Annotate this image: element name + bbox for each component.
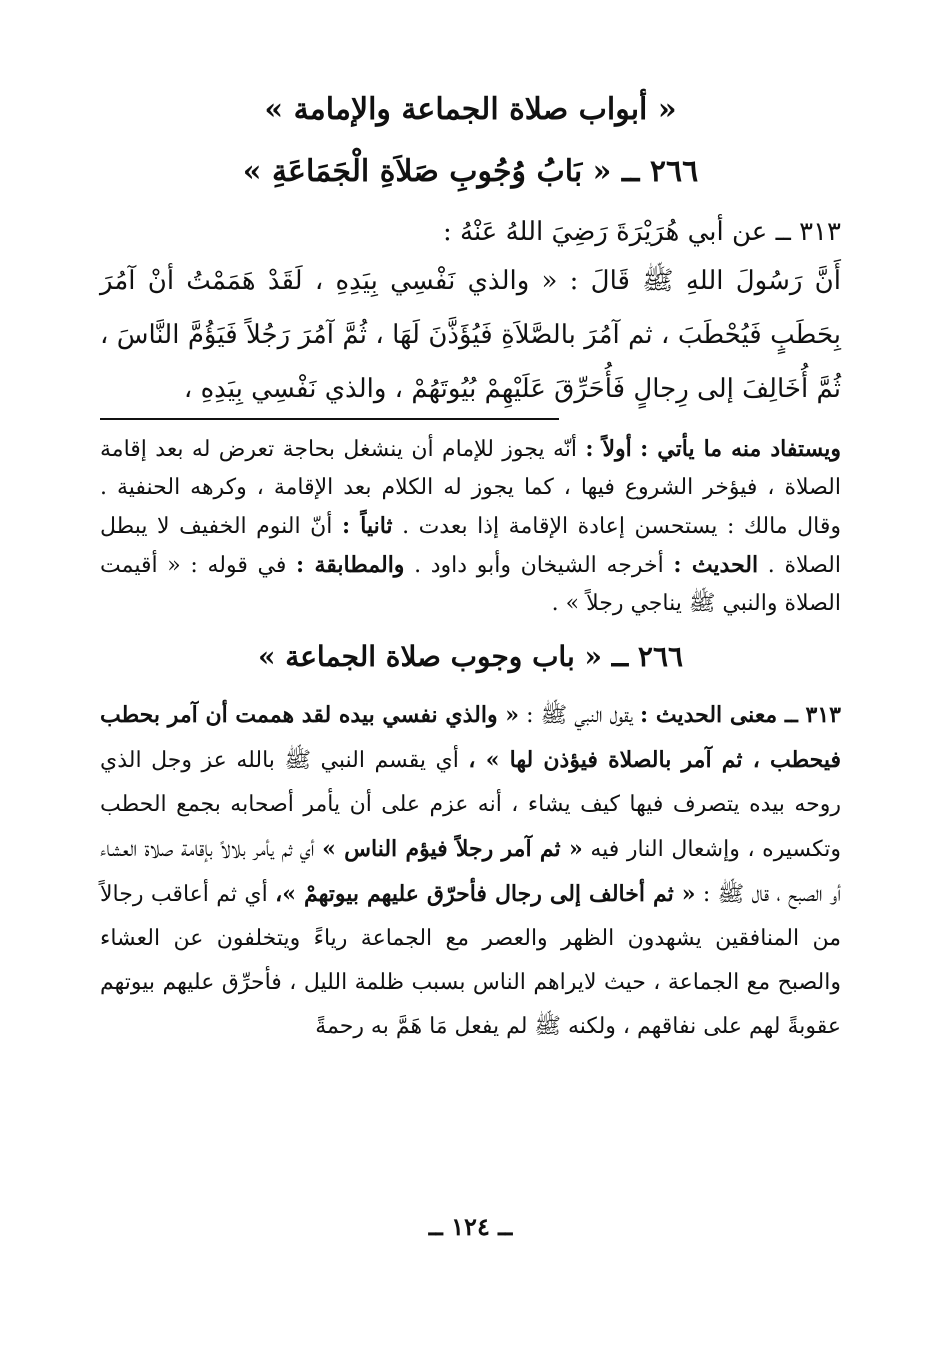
chapter-title: ٢٦٦ ــ « بَابُ وُجُوبِ صَلاَةِ الْجَمَاعَةِ »: [242, 154, 699, 189]
meaning-text-2: أي يقسم النبي ﷺ بالله عز وجل الذي روحه بيده يتصرف فيها كيف يشاء ، أنه عزم على أن يأمر أصحابه بجمع الحطب وتكسيره ، وإشعال النار فيه: [100, 748, 842, 862]
match-label: والمطابقة :: [296, 552, 405, 578]
benefits-paragraph: [100, 430, 841, 623]
separator-line: [100, 418, 559, 420]
meaning-quote-2: « ثم آمر رجلاً فيؤم الناس »: [322, 836, 583, 862]
match-text: في قوله : « أقيمت الصلاة والنبي ﷺ يناجي رجلاً » .: [100, 553, 841, 616]
section-title: « أبواب صلاة الجماعة والإمامة »: [264, 92, 677, 127]
meaning-paragraph: [100, 693, 841, 1049]
chapter-title-2: ٢٦٦ ــ « باب وجوب صلاة الجماعة »: [257, 640, 684, 673]
first-text: أنّه يجوز للإمام أن ينشغل بحاجة تعرض له بعد إقامة الصلاة ، فيؤخر الشروع فيها ، كما يجوز له الكلام بعد الإقامة ، وكرهه الحنفية . وقال مالك : يستحسن إعادة الإقامة إذا بعدت .: [100, 437, 841, 539]
meaning-quote-1: « والذي نفسي بيده لقد هممت أن آمر بحطب فيحطب ، ثم آمر بالصلاة فيؤذن لها » ،: [100, 702, 841, 773]
hadith-source-text: أخرجه الشيخان وأبو داود .: [414, 553, 664, 578]
meaning-lead: ٣١٣ ــ معنى الحديث :: [640, 702, 841, 728]
meaning-quote-3: « ثم أخالف إلى رجال فأحرّق عليهم بيوتهمْ »،: [275, 881, 696, 907]
meaning-text-3: أي ثم يأمر بلالاً بإقامة صلاة العشاء أو الصبح ، قال ﷺ :: [100, 837, 842, 907]
benefits-lead: ويستفاد منه ما يأتي :: [640, 436, 841, 462]
first-label: أولاً :: [585, 436, 632, 462]
page-number: ــ ١٢٤ ــ: [428, 1212, 513, 1241]
hadith-label: الحديث :: [673, 552, 759, 578]
second-text: أنّ النوم الخفيف لا يبطل الصلاة .: [100, 514, 841, 578]
hadith-intro: ٣١٣ ــ عن أبي هُرَيْرَةَ رَضِيَ اللهُ عَنْهُ :: [442, 217, 841, 247]
meaning-text-1: يقول النبي ﷺ :: [526, 703, 633, 728]
meaning-text-4: أي ثم أعاقب رجالاً من المنافقين يشهدون الظهر والعصر مع الجماعة رياءً ويتخلفون عن العشاء والصبح مع الجماعة ، حيث لايراهم الناس بسبب ظلمة الليل ، فأحرِّق عليهم بيوتهم عقوبةً لهم على نفاقهم ، ولكنه ﷺ لم يفعل مَا هَمَّ به رحمةً: [100, 882, 841, 1039]
second-label: ثانياً :: [341, 513, 393, 539]
hadith-text: أَنَّ رَسُولَ اللهِ ﷺ قَالَ : « والذي نَفْسِي بِيَدِهِ ، لَقَدْ هَمَمْتُ أنْ آمُرَ بِحَطَبٍ فَيُحْطَبَ ، ثم آمُرَ بالصَّلاَةِ فَيُؤَذَّنَ لَهَا ، ثُمَّ آمُرَ رَجُلاً فَيَؤُمَّ النَّاسَ ، ثُمَّ أُخَالِفَ إلى رِجالٍ فَأُحَرِّقَ عَلَيْهِمْ بُيُوتَهُمْ ، والذي نَفْسِي بِيَدِهِ ،: [100, 266, 841, 404]
